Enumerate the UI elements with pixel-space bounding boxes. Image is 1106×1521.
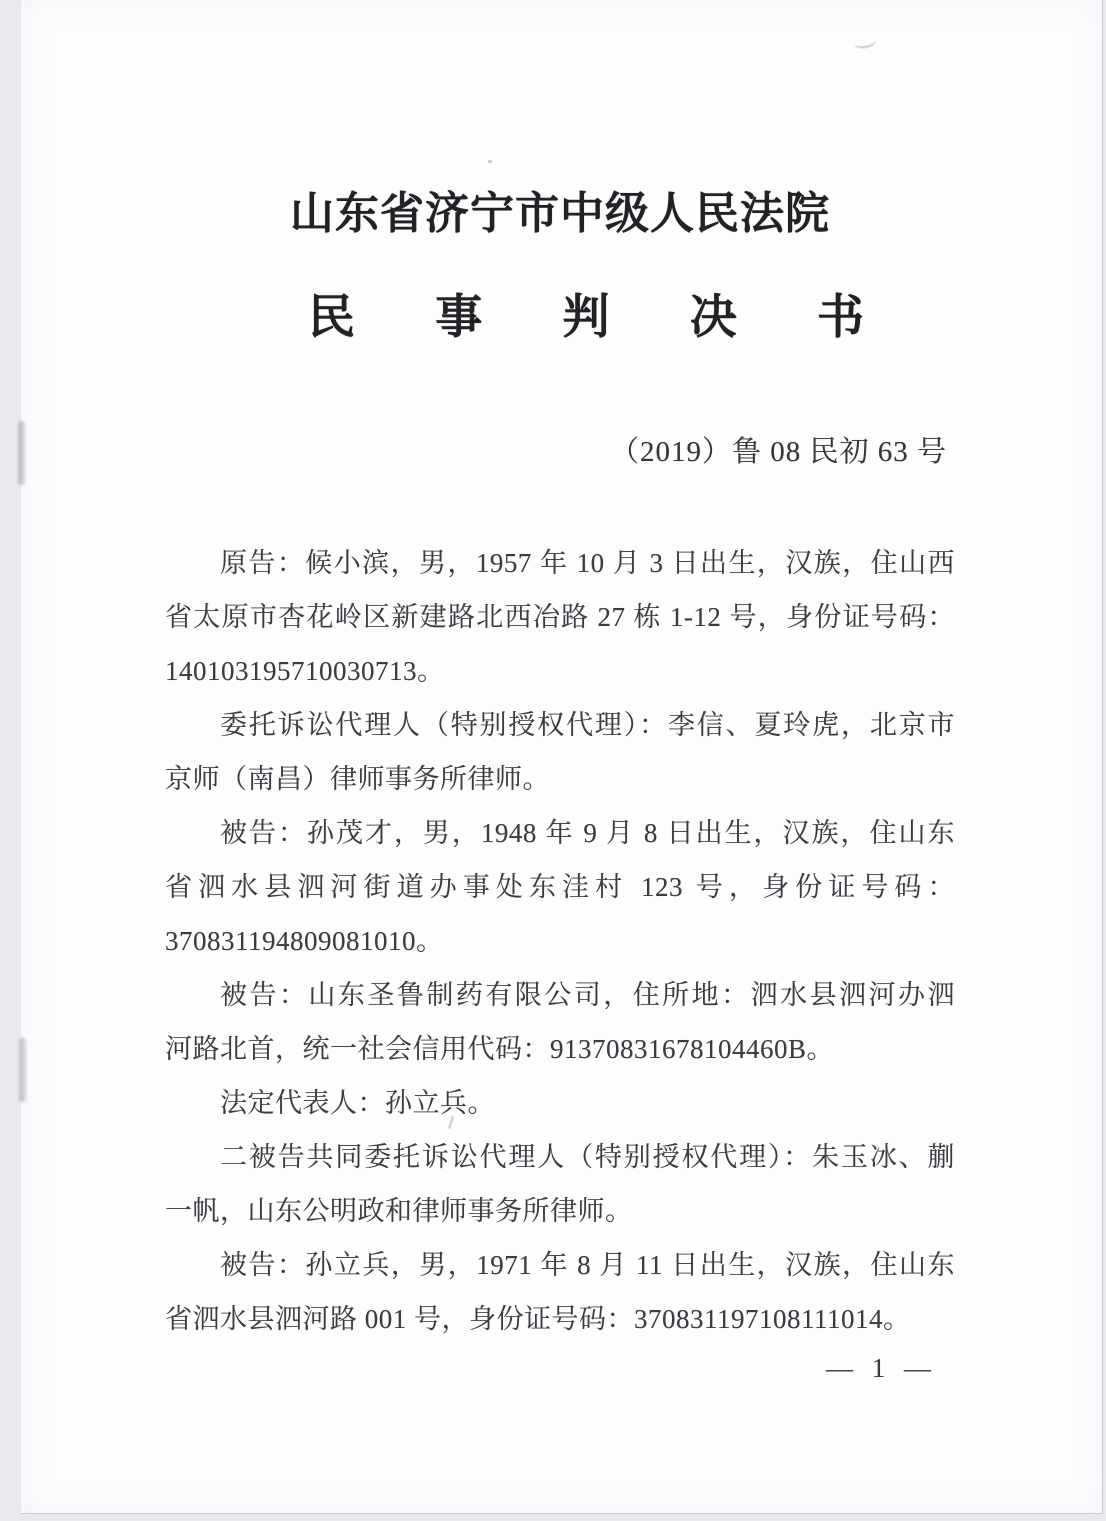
plaintiff-line: 140103195710030713。 bbox=[165, 656, 445, 686]
defendant-1-line: 370831194809081010。 bbox=[165, 926, 444, 956]
defendant-1-line: 省泗水县泗河街道办事处东洼村 123 号，身份证号码： bbox=[165, 872, 955, 902]
scan-dot-speck bbox=[488, 160, 492, 163]
court-name-heading: 山东省济宁市中级人民法院 bbox=[290, 189, 830, 238]
plaintiff-agent-line: 京师（南昌）律师事务所律师。 bbox=[165, 764, 550, 794]
plaintiff-line: 原告：候小滨，男，1957 年 10 月 3 日出生，汉族，住山西 bbox=[220, 548, 955, 578]
scan-squiggle-mark bbox=[853, 34, 877, 50]
binding-smudge bbox=[16, 421, 27, 485]
defendant-3-line: 省泗水县泗河路 001 号，身份证号码：370831197108111014。 bbox=[165, 1304, 911, 1334]
plaintiff-line: 省太原市杏花岭区新建路北西冶路 27 栋 1-12 号，身份证号码： bbox=[165, 602, 955, 632]
plaintiff-agent-line: 委托诉讼代理人（特别授权代理）：李信、夏玲虎，北京市 bbox=[220, 710, 955, 740]
page-number: — 1 — bbox=[826, 1353, 937, 1383]
defendant-1-line: 被告：孙茂才，男，1948 年 9 月 8 日出生，汉族，住山东 bbox=[220, 818, 955, 848]
document-page bbox=[21, 0, 1103, 1514]
defendant-3-line: 被告：孙立兵，男，1971 年 8 月 11 日出生，汉族，住山东 bbox=[220, 1250, 955, 1280]
defendant-company-line: 河路北首，统一社会信用代码：91370831678104460B。 bbox=[165, 1034, 835, 1064]
defendants-agent-line: 一帆，山东公明政和律师事务所律师。 bbox=[165, 1196, 633, 1226]
defendant-company-line: 被告：山东圣鲁制药有限公司，住所地：泗水县泗河办泗 bbox=[220, 980, 955, 1010]
defendants-agent-line: 二被告共同委托诉讼代理人（特别授权代理）：朱玉冰、蒯 bbox=[220, 1142, 955, 1172]
case-number: （2019）鲁 08 民初 63 号 bbox=[609, 436, 947, 468]
judgment-body bbox=[165, 536, 955, 1346]
legal-representative-line: 法定代表人：孙立兵。 bbox=[220, 1088, 495, 1118]
document-type-heading: 民事判决书 bbox=[308, 292, 864, 344]
binding-smudge bbox=[17, 1038, 28, 1102]
